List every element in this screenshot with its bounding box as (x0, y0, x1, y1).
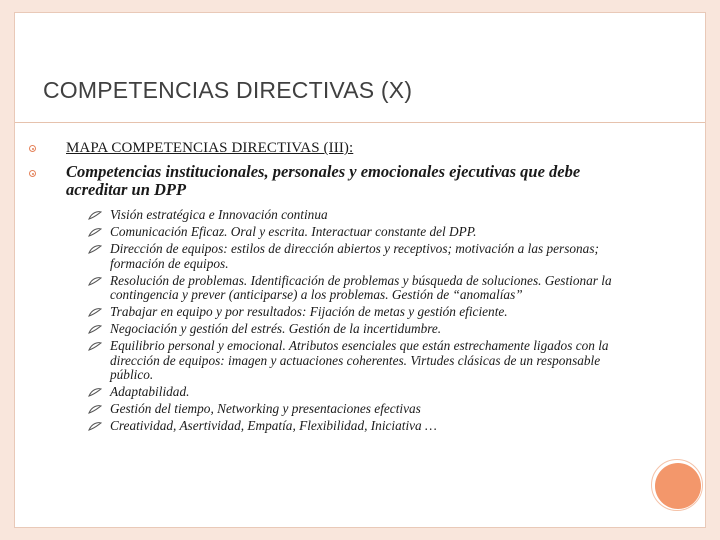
list-item (88, 385, 628, 400)
list-item (88, 339, 628, 383)
leaf-bullet-icon (88, 211, 102, 220)
leaf-bullet-icon (88, 277, 102, 286)
list-item-text: Negociación y gestión del estrés. Gestión de la incertidumbre. (110, 321, 442, 337)
list-item-text: Resolución de problemas. Identificación de problemas y búsqueda de soluciones. Gestionar la contingencia y prever (anticiparse) a los problemas. Gestión de “anomalías” (110, 272, 612, 303)
leaf-bullet-icon (88, 342, 102, 351)
slide-panel (14, 12, 706, 528)
leaf-bullet-icon (88, 228, 102, 237)
list-item (88, 322, 628, 337)
list-item (88, 305, 628, 320)
leaf-bullet-icon (88, 245, 102, 254)
leaf-bullet-icon (88, 308, 102, 317)
competency-sublist (88, 208, 628, 436)
slide-title: COMPETENCIAS DIRECTIVAS (X) (43, 77, 413, 103)
leaf-bullet-icon (88, 405, 102, 414)
list-item-text: Gestión del tiempo, Networking y presentaciones efectivas (110, 401, 421, 417)
list-item (88, 402, 628, 417)
leaf-bullet-icon (88, 325, 102, 334)
list-item-text: Adaptabilidad. (110, 384, 190, 400)
list-item (88, 419, 628, 434)
decorative-circle (655, 463, 701, 509)
leaf-bullet-icon (88, 388, 102, 397)
list-item (88, 274, 628, 303)
bullet-item-mapa (29, 140, 669, 157)
circle-bullet-icon (29, 145, 36, 152)
list-item (88, 225, 628, 240)
bullet-text: MAPA COMPETENCIAS DIRECTIVAS (III): (66, 140, 354, 156)
bullet-item-competencias (29, 163, 669, 199)
leaf-bullet-icon (88, 422, 102, 431)
list-item-text: Visión estratégica e Innovación continua (110, 207, 328, 222)
list-item (88, 208, 628, 223)
list-item-text: Comunicación Eficaz. Oral y escrita. Interactuar constante del DPP. (110, 223, 477, 239)
title-divider (15, 122, 705, 123)
list-item (88, 242, 628, 271)
bullet-text: Competencias institucionales, personales y emocionales ejecutivas que debe acreditar un DPP (66, 162, 581, 199)
list-item-text: Creatividad, Asertividad, Empatía, Flexibilidad, Iniciativa … (110, 418, 437, 434)
list-item-text: Trabajar en equipo y por resultados: Fijación de metas y gestión eficiente. (110, 304, 508, 320)
list-item-text: Dirección de equipos: estilos de dirección abiertos y receptivos; motivación a las personas; formación de equipos. (110, 240, 599, 271)
list-item-text: Equilibrio personal y emocional. Atributos esenciales que están estrechamente ligados con la dirección de equipos: imagen y actuaciones coherentes. Virtudes clásicas de un responsable público. (110, 338, 609, 383)
circle-bullet-icon (29, 170, 36, 177)
